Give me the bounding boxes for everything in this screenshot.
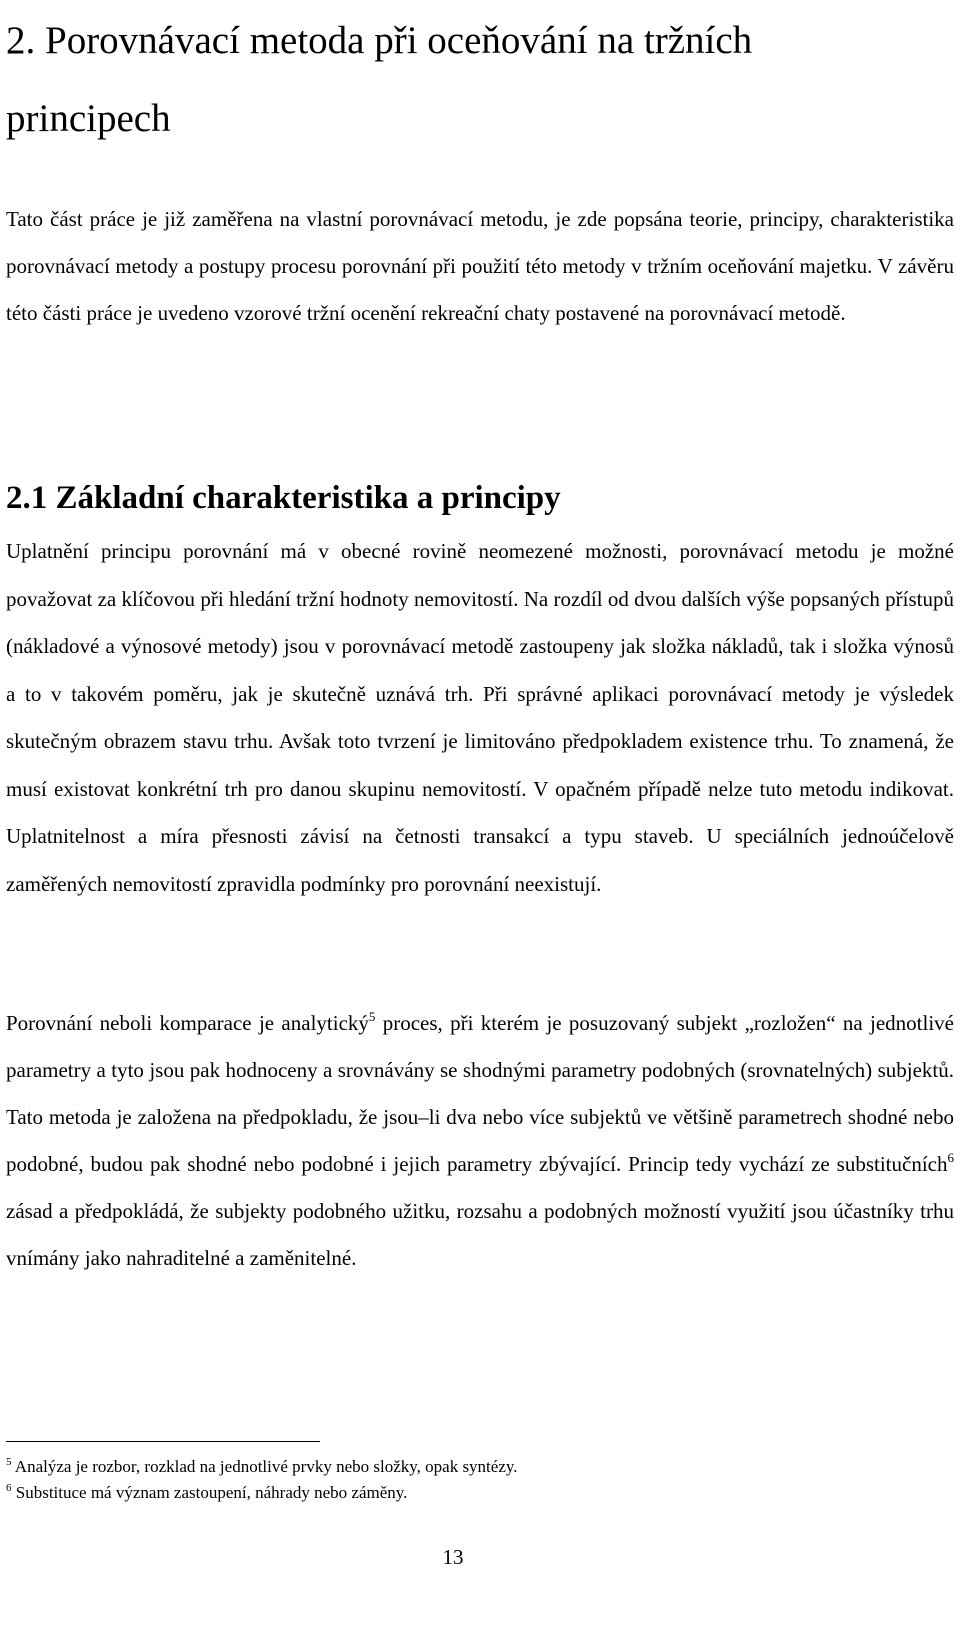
footnote-text: Analýza je rozbor, rozklad na jednotlivé prvky nebo složky, opak syntézy.: [11, 1457, 518, 1476]
footnote: [6, 1482, 407, 1504]
paragraph-text: proces, při kterém je posuzovaný subjekt „rozložen“ na jednotlivé parametry a tyto jsou pak hodnoceny a srovnávány se shodnými parametry podobných (srovnatelných) subjektů. Tato metoda je založena na předpokladu, že jsou–li dva nebo více subjektů ve většině parametrech shodné nebo podobné, budou pak shodné nebo podobné i jejich parametry zbývající. Princip tedy vychází ze substitučních: [6, 1011, 954, 1176]
footnote-ref-6: 6: [947, 1150, 954, 1165]
footnote-number: 5: [6, 1456, 12, 1468]
section-heading: 2.1 Základní charakteristika a principy: [6, 480, 561, 516]
paragraph-text: Porovnání neboli komparace je analytický: [6, 1011, 369, 1035]
intro-paragraph: Tato část práce je již zaměřena na vlastní porovnávací metodu, je zde popsána teorie, principy, charakteristika porovnávací metody a postupy procesu porovnání při použití této metody v tržním oceňování majetku. V závěru této části práce je uvedeno vzorové tržní ocenění rekreační chaty postavené na porovnávací metodě.: [6, 207, 954, 325]
section-paragraph-1: Uplatnění principu porovnání má v obecné rovině neomezené možnosti, porovnávací metodu je možné považovat za klíčovou při hledání tržní hodnoty nemovitostí. Na rozdíl od dvou dalších výše popsaných přístupů (nákladové a výnosové metody) jsou v porovnávací metodě zastoupeny jak složka nákladů, tak i složka výnosů a to v takovém poměru, jak je skutečně uznává trh. Při správné aplikaci porovnávací metody je výsledek skutečným obrazem stavu trhu. Avšak toto tvrzení je limitováno předpokladem existence trhu. To znamená, že musí existovat konkrétní trh pro danou skupinu nemovitostí. V opačném případě nelze tuto metodu indikovat. Uplatnitelnost a míra přesnosti závisí na četnosti transakcí a typu staveb. U speciálních jednoúčelově zaměřených nemovitostí zpravidla podmínky pro porovnání neexistují.: [6, 539, 954, 896]
page-number: 13: [442, 1545, 464, 1569]
chapter-heading: [6, 2, 946, 158]
paragraph-text: zásad a předpokládá, že subjekty podobného užitku, rozsahu a podobných možností využití jsou účastníky trhu vnímány jako nahraditelné a zaměnitelné.: [6, 1199, 954, 1270]
footnote-text: Substituce má význam zastoupení, náhrady nebo záměny.: [11, 1483, 408, 1502]
footnote-number: 6: [6, 1482, 12, 1494]
footnote-separator: [6, 1441, 320, 1442]
section-paragraph-2: [6, 1000, 954, 1282]
footnote-ref-5: 5: [368, 1009, 376, 1024]
chapter-heading-line-2: principech: [6, 97, 171, 140]
chapter-heading-line-1: 2. Porovnávací metoda při oceňování na tržních: [6, 19, 753, 62]
footnote: [6, 1456, 518, 1478]
